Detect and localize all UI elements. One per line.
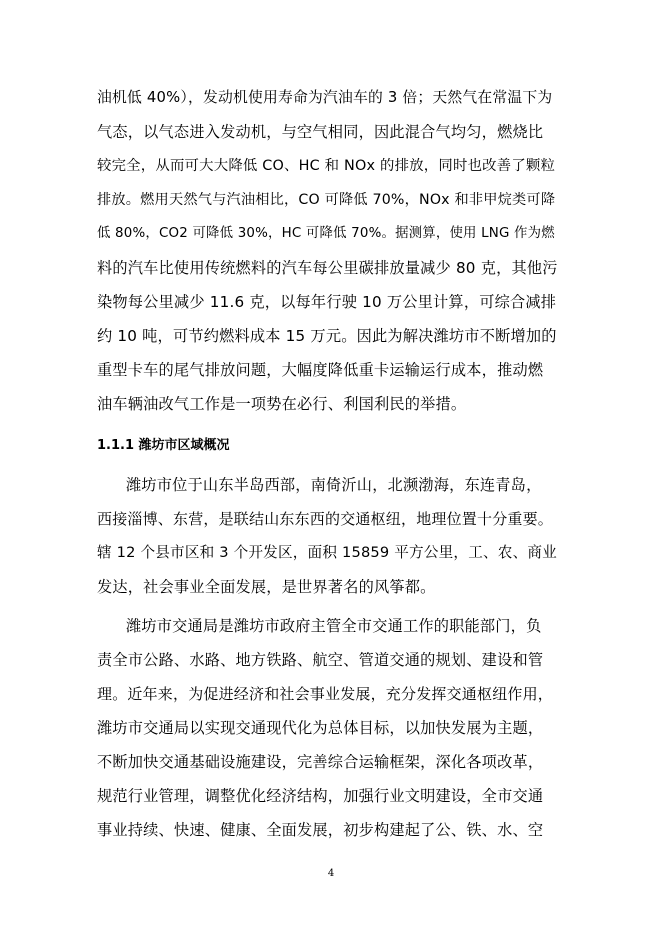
text-line: 事业持续、快速、健康、全面发展，初步构建起了公、铁、水、空 <box>97 821 544 839</box>
section-heading: 1.1.1 潍坊市区域概况 <box>97 438 230 453</box>
text-line: 排放。燃用天然气与汽油相比，CO 可降低 70%，NOx 和非甲烷类可降 <box>97 192 556 208</box>
text-line: 理。近年来，为促进经济和社会事业发展，充分发挥交通枢纽作用， <box>97 685 554 703</box>
page-number: 4 <box>327 868 335 879</box>
text-line: 较完全，从而可大大降低 CO、HC 和 NOx 的排放，同时也改善了颗粒 <box>97 158 556 174</box>
text-line: 不断加快交通基础设施建设，完善综合运输框架，深化各项改革， <box>97 753 544 771</box>
text-line: 低 80%，CO2 可降低 30%，HC 可降低 70%。据测算，使用 LNG 作为燃 <box>97 226 555 241</box>
text-line: 辖 12 个县市区和 3 个开发区，面积 15859 平方公里，工、农、商业 <box>97 544 557 561</box>
text-line: 规范行业管理，调整优化经济结构，加强行业文明建设，全市交通 <box>97 787 544 805</box>
text-line: 西接淄博、东营，是联结山东东西的交通枢纽，地理位置十分重要。 <box>97 510 554 528</box>
text-line: 发达，社会事业全面发展，是世界著名的风筝都。 <box>97 578 436 596</box>
text-line: 料的汽车比使用传统燃料的汽车每公里碳排放量减少 80 克，其他污 <box>97 259 558 277</box>
text-line: 潍坊市交通局以实现交通现代化为总体目标，以加快发展为主题， <box>97 719 544 737</box>
text-line: 气态，以气态进入发动机，与空气相同，因此混合气均匀，燃烧比 <box>97 123 544 141</box>
text-line: 油车辆油改气工作是一项势在必行、利国利民的举措。 <box>97 395 467 413</box>
text-line: 约 10 吨，可节约燃料成本 15 万元。因此为解决潍坊市不断增加的 <box>97 327 557 345</box>
text-line: 油机低 40%），发动机使用寿命为汽油车的 3 倍；天然气在常温下为 <box>97 89 553 106</box>
text-line: 潍坊市交通局是潍坊市政府主管全市交通工作的职能部门，负 <box>126 617 542 635</box>
text-line: 责全市公路、水路、地方铁路、航空、管道交通的规划、建设和管 <box>97 651 544 669</box>
text-line: 重型卡车的尾气排放问题，大幅度降低重卡运输运行成本，推动燃 <box>97 361 544 379</box>
text-line: 潍坊市位于山东半岛西部，南倚沂山，北濒渤海，东连青岛， <box>126 476 542 494</box>
text-line: 染物每公里减少 11.6 克，以每年行驶 10 万公里计算，可综合减排 <box>97 293 557 311</box>
